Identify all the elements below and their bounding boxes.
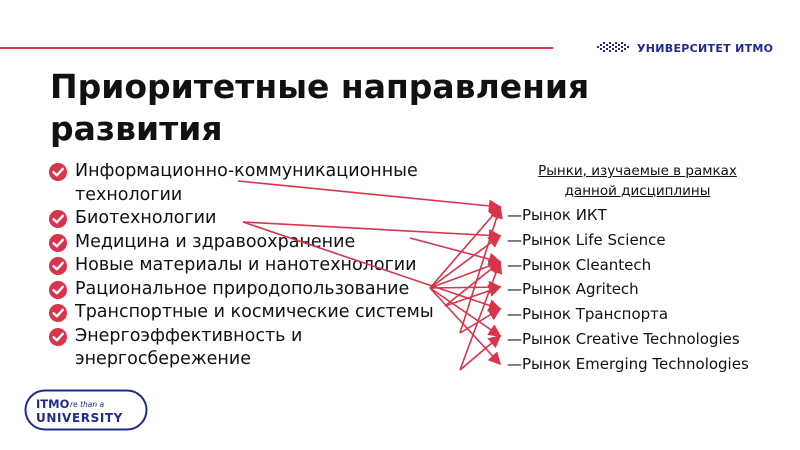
direction-text: Транспортные и космические системы [75,302,434,322]
direction-item [48,231,478,255]
market-item: —Рынок ИКТ [507,206,607,224]
check-circle-icon [48,303,68,323]
direction-text: Биотехнологии [75,208,217,228]
brand-name: УНИВЕРСИТЕТ ИТМО [637,41,774,55]
top-rule [0,47,553,49]
check-circle-icon [48,280,68,300]
markets-header-line-2: данной дисциплины [564,183,711,199]
check-circle-icon [48,233,68,253]
direction-text: Рациональное природопользование [75,278,410,299]
direction-item [48,160,478,207]
market-item: —Рынок Life Science [507,230,666,249]
brand-header [597,40,773,56]
market-item: —Рынок Creative Technologies [507,329,740,348]
direction-item [48,325,478,372]
market-item: —Рынок Agritech [507,280,639,299]
markets-header [505,161,770,201]
logo-tagline: re than a [70,400,105,409]
direction-text-cont: технологии [75,184,183,205]
dots-logo-icon [597,40,631,56]
direction-item [48,254,478,278]
check-circle-icon [48,162,68,182]
market-item: —Рынок Emerging Technologies [507,354,749,373]
direction-text: Медицина и здравоохранение [75,231,356,252]
check-circle-icon [48,209,68,229]
direction-item [48,301,478,325]
direction-text: Новые материалы и нанотехнологии [75,255,417,275]
itmo-university-logo [24,389,148,431]
title-line-1: Приоритетные направления [50,67,590,106]
logo-text-university: UNIVERSITY [36,411,123,425]
markets-list [507,203,749,377]
check-circle-icon [48,327,68,347]
market-item: —Рынок Транспорта [507,305,669,324]
page-title [50,66,589,150]
directions-list [48,160,478,372]
direction-item [48,207,478,231]
direction-text: Энергоэффективность и [75,325,303,346]
direction-text-cont: энергосбережение [75,349,251,369]
title-line-2: развития [50,109,223,148]
market-item: —Рынок Cleantech [507,255,652,274]
check-circle-icon [48,256,68,276]
direction-item [48,278,478,302]
logo-text-itmo: ITMO [36,397,70,411]
direction-text: Информационно-коммуникационные [75,161,418,181]
markets-header-line-1: Рынки, изучаемые в рамках [538,163,737,179]
